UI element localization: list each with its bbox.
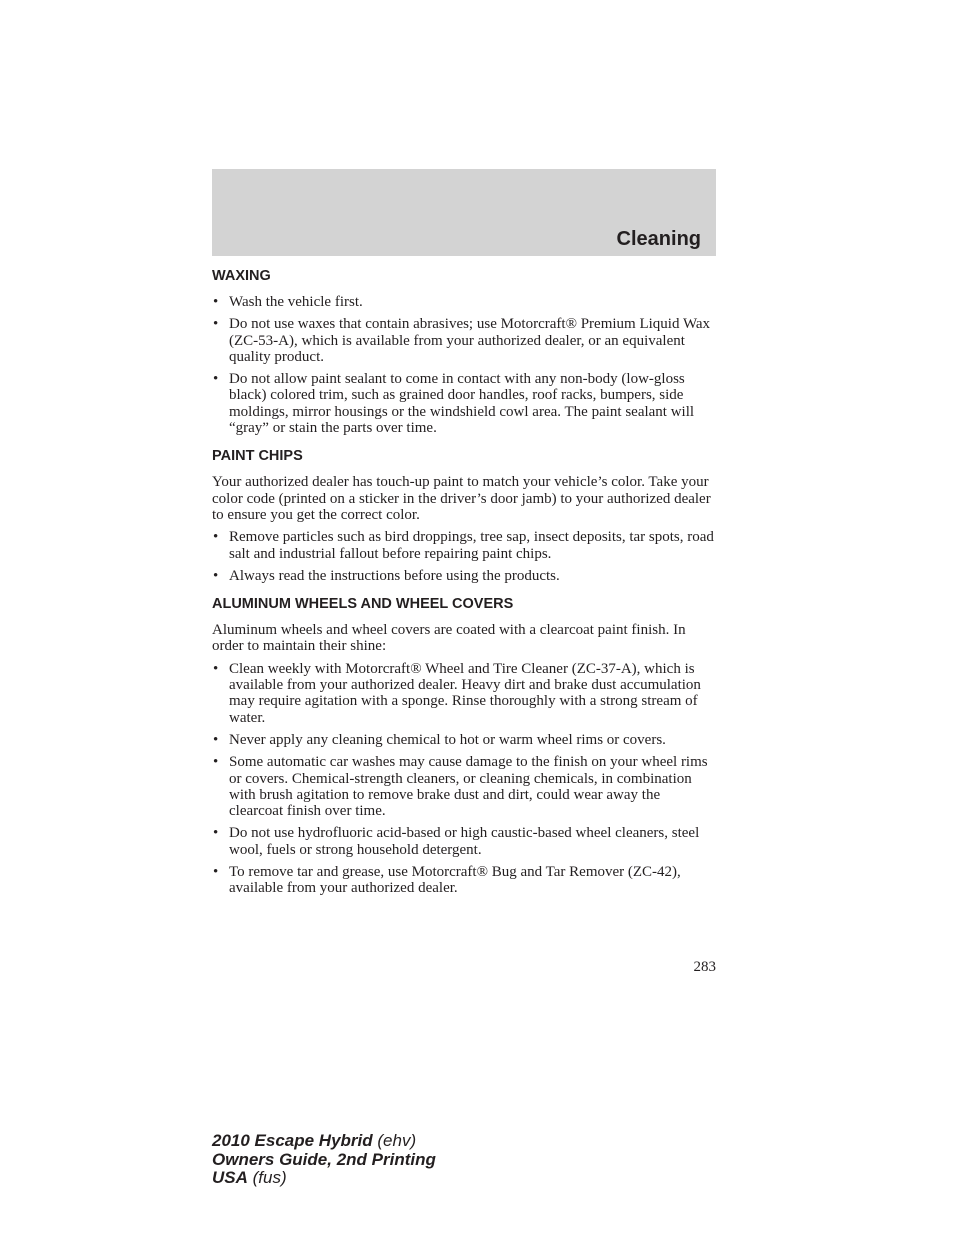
list-item-text: Never apply any cleaning chemical to hot or warm wheel rims or covers. bbox=[229, 731, 666, 748]
list-item-text: Always read the instructions before using the products. bbox=[229, 567, 560, 584]
bullet-glyph: • bbox=[213, 371, 219, 388]
paragraph: Your authorized dealer has touch-up paint to match your vehicle’s color. Take your color code (printed on a sticker in the driver’s door jamb) to your authorized dealer to ensure you get the correct color. bbox=[212, 474, 711, 523]
bullet-list bbox=[212, 529, 716, 584]
paragraph: Aluminum wheels and wheel covers are coated with a clearcoat paint finish. In order to maintain their shine: bbox=[212, 622, 686, 655]
bullet-list bbox=[212, 294, 716, 436]
bullet-glyph: • bbox=[213, 754, 219, 771]
page-content bbox=[212, 266, 716, 907]
list-item-text: To remove tar and grease, use Motorcraft® Bug and Tar Remover (ZC-42), available from your authorized dealer. bbox=[229, 864, 681, 897]
section-heading: PAINT CHIPS bbox=[212, 448, 303, 465]
section-heading: ALUMINUM WHEELS AND WHEEL COVERS bbox=[212, 596, 514, 613]
footer-market: USA bbox=[212, 1168, 248, 1187]
list-item bbox=[212, 568, 716, 584]
bullet-glyph: • bbox=[213, 864, 219, 881]
list-item-text: Clean weekly with Motorcraft® Wheel and Tire Cleaner (ZC-37-A), which is available from your authorized dealer. Heavy dirt and brake dust accumulation may require agitation with a sponge. Rinse thoroughly with a strong stream of water. bbox=[229, 660, 701, 726]
section-heading: WAXING bbox=[212, 268, 271, 284]
bullet-glyph: • bbox=[213, 316, 219, 333]
list-item bbox=[212, 864, 716, 897]
bullet-list bbox=[212, 661, 716, 897]
section-header-band bbox=[212, 169, 716, 256]
list-item-text: Wash the vehicle first. bbox=[229, 294, 363, 310]
list-item-text: Do not use waxes that contain abrasives; use Motorcraft® Premium Liquid Wax (ZC-53-A), which is available from your authorized dealer, or an equivalent quality product. bbox=[229, 316, 711, 365]
list-item-text: Do not use hydrofluoric acid-based or high caustic-based wheel cleaners, steel wool, fuels or strong household detergent. bbox=[229, 825, 700, 858]
document-footer bbox=[212, 1132, 436, 1188]
section-paint-chips bbox=[212, 446, 716, 584]
chapter-title: Cleaning bbox=[616, 228, 701, 250]
footer-edition: Owners Guide, 2nd Printing bbox=[212, 1149, 436, 1169]
section-aluminum-wheels bbox=[212, 594, 716, 896]
footer-model-code: (ehv) bbox=[377, 1131, 417, 1150]
bullet-glyph: • bbox=[213, 567, 219, 584]
list-item bbox=[212, 371, 716, 436]
section-waxing bbox=[212, 266, 716, 436]
list-item bbox=[212, 754, 716, 819]
list-item bbox=[212, 732, 716, 748]
bullet-glyph: • bbox=[213, 529, 219, 546]
footer-line-1 bbox=[212, 1132, 436, 1151]
bullet-glyph: • bbox=[213, 731, 219, 748]
list-item-text: Do not allow paint sealant to come in contact with any non-body (low-gloss black) colored trim, such as grained door handles, roof racks, bumpers, side moldings, mirror housings or the windshield cowl area. The paint sealant will “gray” or stain the parts over time. bbox=[229, 371, 695, 437]
footer-model: 2010 Escape Hybrid bbox=[212, 1131, 373, 1150]
list-item bbox=[212, 316, 716, 365]
list-item-text: Remove particles such as bird droppings, tree sap, insect deposits, tar spots, road salt and industrial fallout before repairing paint chips. bbox=[229, 529, 714, 562]
list-item bbox=[212, 529, 716, 562]
page-number: 283 bbox=[693, 959, 716, 975]
bullet-glyph: • bbox=[213, 294, 219, 310]
list-item bbox=[212, 825, 716, 858]
list-item-text: Some automatic car washes may cause damage to the finish on your wheel rims or covers. Chemical-strength cleaners, or cleaning chemicals, in combination with brush agitation to remove brake dust and dirt, could wear away the clearcoat finish over time. bbox=[229, 754, 708, 820]
footer-line-3 bbox=[212, 1169, 436, 1188]
footer-market-code: (fus) bbox=[252, 1168, 287, 1187]
bullet-glyph: • bbox=[213, 825, 219, 842]
footer-line-2 bbox=[212, 1151, 436, 1170]
bullet-glyph: • bbox=[213, 660, 219, 677]
list-item bbox=[212, 294, 716, 310]
list-item bbox=[212, 661, 716, 726]
